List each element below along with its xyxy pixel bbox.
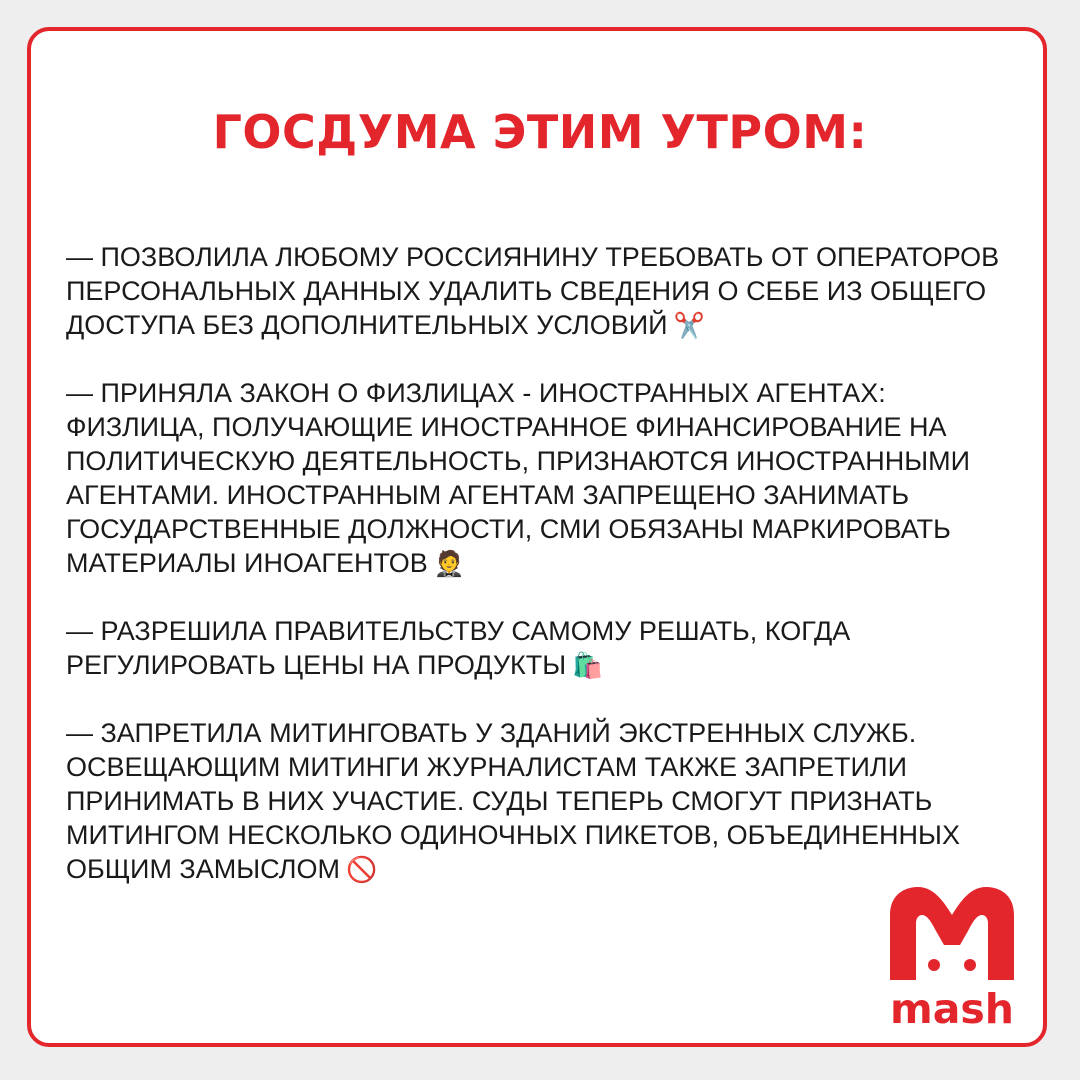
item-text: — ПРИНЯЛА ЗАКОН О ФИЗЛИЦАХ - ИНОСТРАННЫХ АГЕНТАХ: ФИЗЛИЦА, ПОЛУЧАЮЩИЕ ИНОСТРАННОЕ ФИНАНСИРОВАНИЕ НА ПОЛИТИЧЕСКУЮ ДЕЯТЕЛЬНОСТЬ, ПРИЗНАЮТСЯ ИНОСТРАННЫМИ АГЕНТАМИ. ИНОСТРАННЫМ АГЕНТАМ ЗАПРЕЩЕНО ЗАНИМАТЬ ГОСУДАРСТВЕННЫЕ ДОЛЖНОСТИ, СМИ ОБЯЗАНЫ МАРКИРОВАТЬ МАТЕРИАЛЫ ИНОАГЕНТОВ: [66, 378, 971, 578]
item-text: — РАЗРЕШИЛА ПРАВИТЕЛЬСТВУ САМОМУ РЕШАТЬ, КОГДА РЕГУЛИРОВАТЬ ЦЕНЫ НА ПРОДУКТЫ: [66, 616, 851, 680]
item-text: — ПОЗВОЛИЛА ЛЮБОМУ РОССИЯНИНУ ТРЕБОВАТЬ ОТ ОПЕРАТОРОВ ПЕРСОНАЛЬНЫХ ДАННЫХ УДАЛИТЬ СВЕДЕНИЯ О СЕБЕ ИЗ ОБЩЕГО ДОСТУПА БЕЗ ДОПОЛНИТЕЛЬНЫХ УСЛОВИЙ: [66, 242, 1000, 340]
mash-logo-eye-right: [964, 959, 976, 971]
mash-logo: [888, 885, 1018, 1035]
page-title: ГОСДУМА ЭТИМ УТРОМ:: [212, 105, 868, 159]
mash-logo-mark: [888, 885, 1018, 1035]
item-text: — ЗАПРЕТИЛА МИТИНГОВАТЬ У ЗДАНИЙ ЭКСТРЕННЫХ СЛУЖБ. ОСВЕЩАЮЩИМ МИТИНГИ ЖУРНАЛИСТАМ ТАКЖЕ ЗАПРЕТИЛИ ПРИНИМАТЬ В НИХ УЧАСТИЕ. СУДЫ ТЕПЕРЬ СМОГУТ ПРИЗНАТЬ МИТИНГОМ НЕСКОЛЬКО ОДИНОЧНЫХ ПИКЕТОВ, ОБЪЕДИНЕННЫХ ОБЩИМ ЗАМЫСЛОМ: [66, 718, 960, 884]
list-item: [66, 716, 1026, 886]
list-item: [66, 614, 1026, 682]
scissors-icon: ✂️: [673, 312, 705, 340]
prohibited-icon: 🚫: [345, 856, 378, 884]
mash-logo-m: [890, 887, 1014, 980]
news-list: [66, 240, 1026, 920]
mash-logo-eye-left: [928, 959, 940, 971]
list-item: [66, 376, 1026, 580]
mash-logo-text: mash: [890, 985, 1014, 1033]
man-in-tuxedo-icon: 🤵: [433, 550, 465, 578]
list-item: [66, 240, 1026, 342]
shopping-bags-icon: 🛍️: [572, 652, 604, 680]
